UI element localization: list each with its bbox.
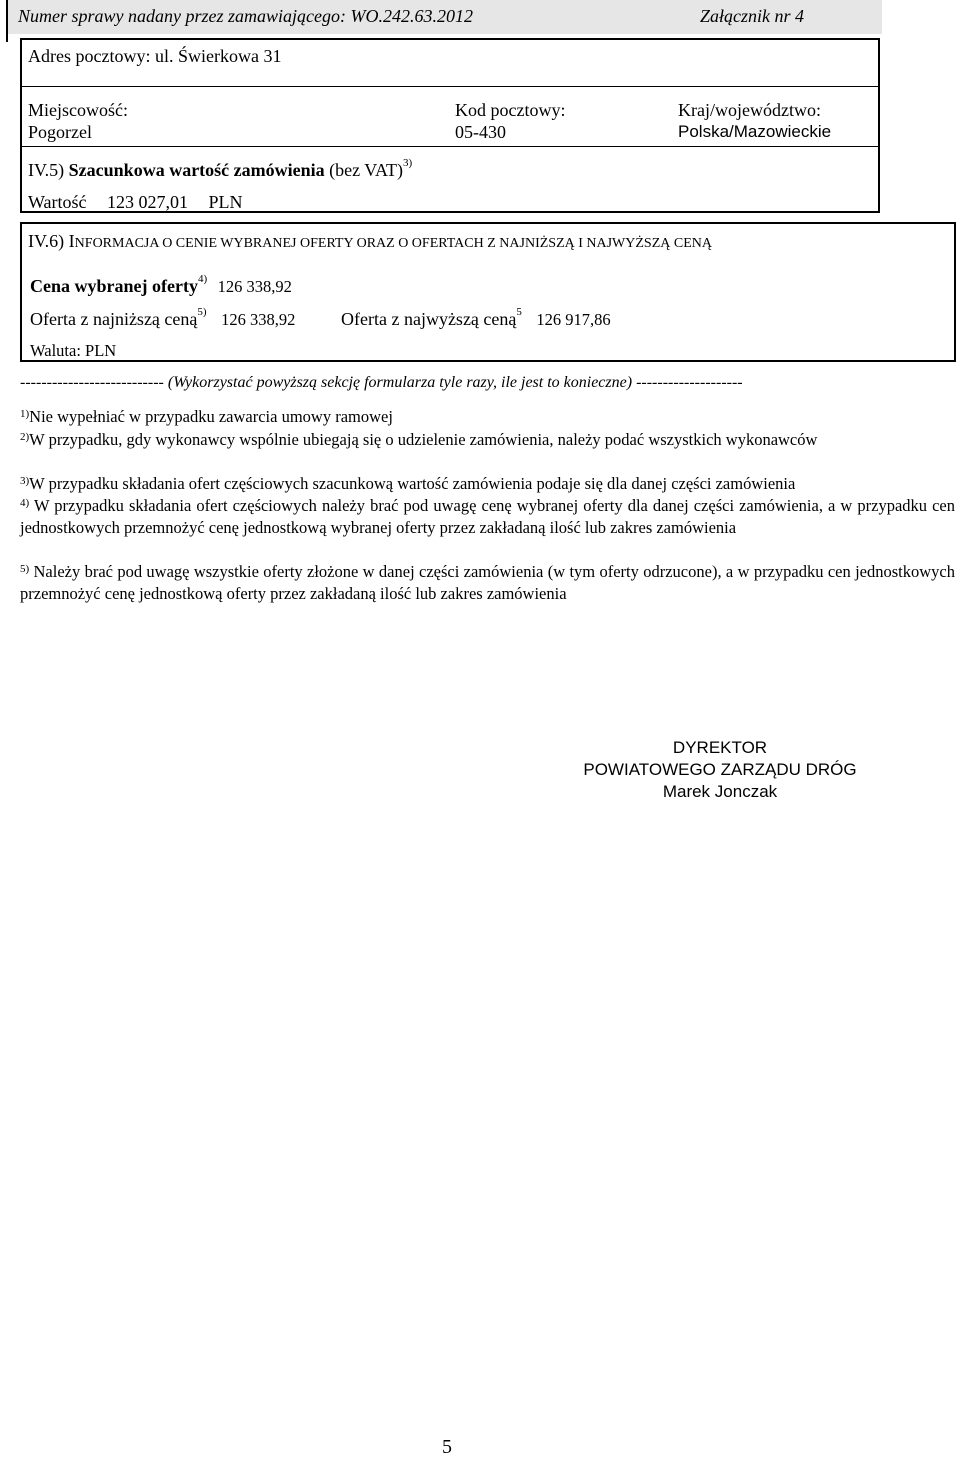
region-value: Polska/Mazowieckie — [678, 122, 832, 141]
estimated-value-line — [28, 192, 243, 213]
page-number: 5 — [442, 1436, 452, 1458]
street-line — [28, 46, 281, 67]
postal-value: 05-430 — [455, 122, 506, 142]
value-currency: PLN — [208, 192, 243, 212]
lowest-offer-line: Oferta z najniższą ceną$^{5)}$ 126 338,92 — [30, 306, 296, 329]
section-5-title: IV.5) Szacunkowa wartość zamówienia (bez VAT)$^{3)}$ — [28, 157, 413, 180]
currency-line: Waluta: PLN — [30, 341, 117, 360]
signature-name: Marek Jonczak — [662, 782, 778, 801]
city-value: Pogorzel — [28, 122, 92, 142]
footnote-4: $^{4)}$ W przypadku składania ofert częściowych należy brać pod uwagę cenę wybranej oferty dla danej części zamówienia, a w przypadku cen jednostkowych przemnożyć cenę jednostkową wybranej oferty przez zakładaną ilość lub zakres zamówienia — [20, 496, 955, 537]
footnote-2: $^{2)}$W przypadku, gdy wykonawcy wspólnie ubiegają się o udzielenie zamówienia, należy podać wszystkich wykonawców — [20, 430, 818, 449]
attachment-number: Załącznik nr 4 — [700, 6, 805, 26]
selected-offer-label: Cena wybranej oferty — [30, 276, 198, 296]
header-rule-left — [6, 34, 8, 42]
value-label: Wartość — [28, 192, 87, 212]
highest-offer-value: 126 917,86 — [536, 310, 611, 329]
region-label: Kraj/województwo: — [678, 100, 821, 120]
highest-offer-label: Oferta z najwyższą ceną — [341, 309, 517, 329]
selected-offer-value: 126 338,92 — [217, 277, 292, 296]
divider — [20, 146, 880, 147]
street-value: ul. Świerkowa 31 — [154, 46, 282, 66]
value-amount: 123 027,01 — [107, 192, 189, 212]
street-label: Adres pocztowy: — [28, 46, 151, 66]
footnote-3: $^{3)}$W przypadku składania ofert częściowych szacunkową wartość zamówienia podaje się dla danej części zamówienia — [20, 474, 796, 493]
section-6-title: IV.6) INFORMACJA O CENIE WYBRANEJ OFERTY ORAZ O OFERTACH Z NAJNIŻSZĄ I NAJWYŻSZĄ CENĄ — [28, 231, 712, 251]
signature-block — [560, 737, 880, 803]
lowest-offer-value: 126 338,92 — [221, 310, 296, 329]
lowest-offer-label: Oferta z najniższą ceną — [30, 309, 198, 329]
highest-offer-line: Oferta z najwyższą ceną$^5$ 126 917,86 — [341, 306, 611, 329]
box-right-edge — [954, 222, 956, 362]
footnote-5: $^{5)}$ Należy brać pod uwagę wszystkie oferty złożone w danej części zamówienia (w tym oferty odrzucone), a w przypadku cen jednostkowych przemnożyć cenę jednostkową oferty przez zakładaną ilość lub zakres zamówienia — [20, 562, 955, 603]
city-label: Miejscowość: — [28, 100, 128, 120]
section-separator: --------------------------- (Wykorzystać powyższą sekcję formularza tyle razy, ile jest to konieczne) -------------------- — [20, 374, 743, 391]
selected-offer-line: Cena wybranej oferty$^{4)}$ 126 338,92 — [30, 273, 292, 296]
divider — [20, 86, 880, 87]
case-number: Numer sprawy nadany przez zamawiającego: WO.242.63.2012 — [18, 6, 473, 26]
postal-label: Kod pocztowy: — [455, 100, 566, 120]
signature-title: DYREKTOR — [672, 738, 768, 757]
page-header — [6, 0, 882, 34]
footnote-1: $^{1)}$Nie wypełniać w przypadku zawarcia umowy ramowej — [20, 407, 393, 426]
signature-office: POWIATOWEGO ZARZĄDU DRÓG — [583, 760, 857, 779]
